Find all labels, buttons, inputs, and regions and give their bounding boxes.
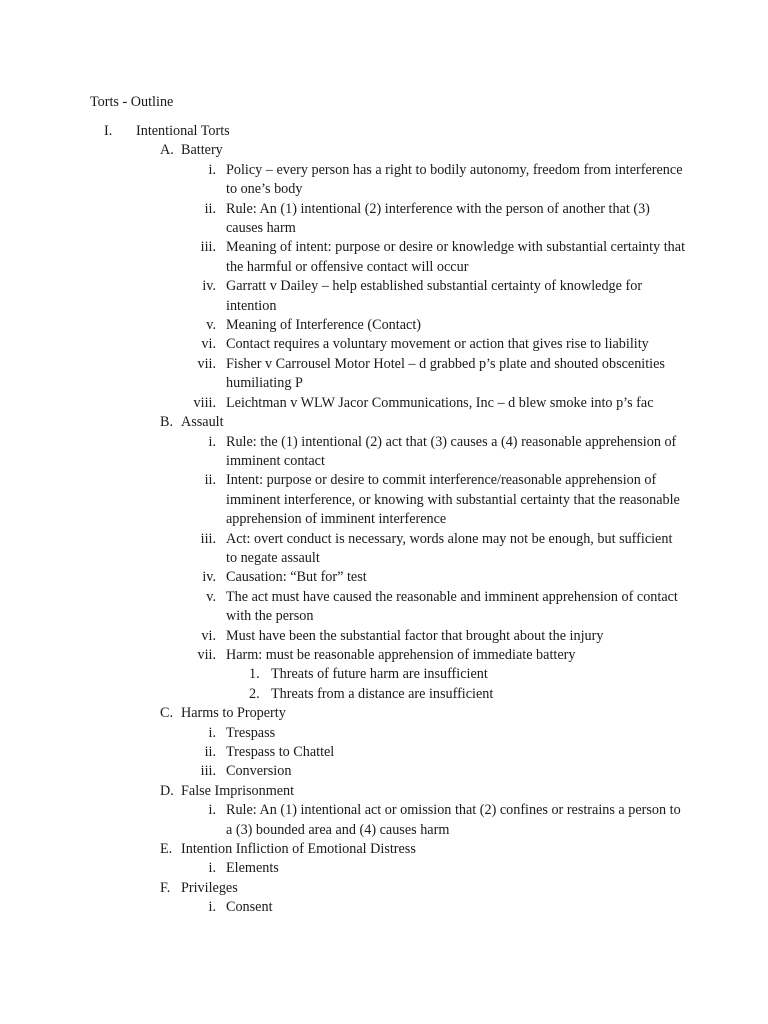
item-marker: i. [208,860,216,877]
subsection-marker: B. [160,414,174,431]
item-text: Conversion [226,763,292,780]
subsection-heading [0,413,768,432]
item-text: The act must have caused the reasonable and imminent apprehension of contact with the person [226,588,678,625]
subsection-heading [0,704,768,723]
document-title: Torts - Outline [90,94,174,110]
item-marker: viii. [193,394,216,411]
item-marker: iii. [200,530,216,547]
item-marker: i. [208,899,216,916]
outline-item [0,530,768,569]
outline-item [0,277,768,316]
item-marker: iii. [200,763,216,780]
item-text: Policy – every person has a right to bodily autonomy, freedom from interference to one’s body [226,161,683,198]
item-text: Elements [226,860,279,877]
outline-item [0,646,768,665]
item-marker: v. [206,317,216,334]
item-text: Intent: purpose or desire to commit interference/reasonable apprehension of imminent interference, or knowing with substantial certainty that the reasonable apprehension of imminent interference [226,472,680,528]
outline-item [0,394,768,413]
subsection-heading [0,840,768,859]
outline-item [0,801,768,840]
item-text: Garratt v Dailey – help established substantial certainty of knowledge for intention [226,278,643,314]
item-text: Fisher v Carrousel Motor Hotel – d grabbed p’s plate and shouted obscenities humiliating P [226,355,665,392]
item-text: Leichtman v WLW Jacor Communications, Inc – d blew smoke into p’s fac [226,394,654,411]
item-marker: i. [208,802,216,819]
item-marker: i. [208,433,216,450]
subsection-label: Harms to Property [181,705,286,722]
outline-item [0,238,768,277]
item-text: Trespass [226,724,276,741]
item-marker: vi. [201,627,216,644]
item-marker: vii. [197,646,216,663]
item-marker: vi. [201,336,216,353]
item-text: Rule: the (1) intentional (2) act that (3) causes a (4) reasonable apprehension of imminent contact [226,433,677,469]
outline-item [0,588,768,627]
section-label: Intentional Torts [136,123,230,139]
item-marker: ii. [204,744,216,760]
subsection-label: False Imprisonment [181,782,295,799]
subsection-marker: F. [160,879,171,896]
outline-item [0,627,768,646]
outline-item [0,568,768,587]
item-text: Trespass to Chattel [226,744,335,760]
subsection-marker: D. [160,782,174,799]
item-marker: v. [206,588,216,605]
outline-item [0,200,768,239]
subsection-heading [0,879,768,898]
outline-item [0,316,768,335]
subsection-label: Intention Infliction of Emotional Distress [181,841,416,858]
item-text: Act: overt conduct is necessary, words alone may not be enough, but sufficient to negate assault [226,530,673,566]
item-marker: iv. [202,569,216,586]
subsection-label: Privileges [181,879,238,896]
item-text: Rule: An (1) intentional act or omission that (2) confines or restrains a person to a (3) bounded area and (4) causes harm [226,802,681,838]
item-text: Consent [226,899,273,916]
subsection-marker: E. [160,841,173,858]
outline-subitem [0,685,768,704]
outline-item [0,859,768,878]
subsection-heading [0,141,768,160]
item-marker: i. [208,724,216,741]
outline-item [0,161,768,200]
subsection-marker: C. [160,705,174,722]
item-text: Causation: “But for” test [226,569,367,586]
outline-item [0,898,768,917]
outline-item [0,433,768,472]
item-marker: iii. [200,239,216,256]
outline-item [0,743,768,762]
subsection-heading [0,782,768,801]
outline-item [0,762,768,781]
section-heading [0,122,768,141]
item-marker: vii. [197,355,216,372]
outline-item [0,724,768,743]
item-marker: ii. [204,472,216,489]
subitem-marker: 2. [249,685,260,702]
item-text: Harm: must be reasonable apprehension of immediate battery [226,646,576,663]
item-marker: iv. [202,278,216,295]
item-marker: i. [208,161,216,178]
section-marker: I. [104,123,113,139]
item-text: Meaning of intent: purpose or desire or knowledge with substantial certainty that the harmful or offensive contact will occur [226,239,686,275]
item-text: Must have been the substantial factor that brought about the injury [226,627,604,644]
item-text: Contact requires a voluntary movement or action that gives rise to liability [226,336,649,353]
item-text: Rule: An (1) intentional (2) interference with the person of another that (3) causes harm [226,200,650,237]
outline [0,122,768,918]
outline-item [0,471,768,529]
outline-item [0,355,768,394]
subsection-label: Battery [181,142,223,159]
subitem-text: Threats of future harm are insufficient [271,666,488,683]
item-text: Meaning of Interference (Contact) [226,317,421,334]
subsection-marker: A. [160,142,174,159]
subitem-marker: 1. [249,666,260,683]
outline-item [0,335,768,354]
subitem-text: Threats from a distance are insufficient [271,685,494,702]
subsection-label: Assault [181,414,224,431]
item-marker: ii. [204,200,216,217]
outline-subitem [0,665,768,684]
